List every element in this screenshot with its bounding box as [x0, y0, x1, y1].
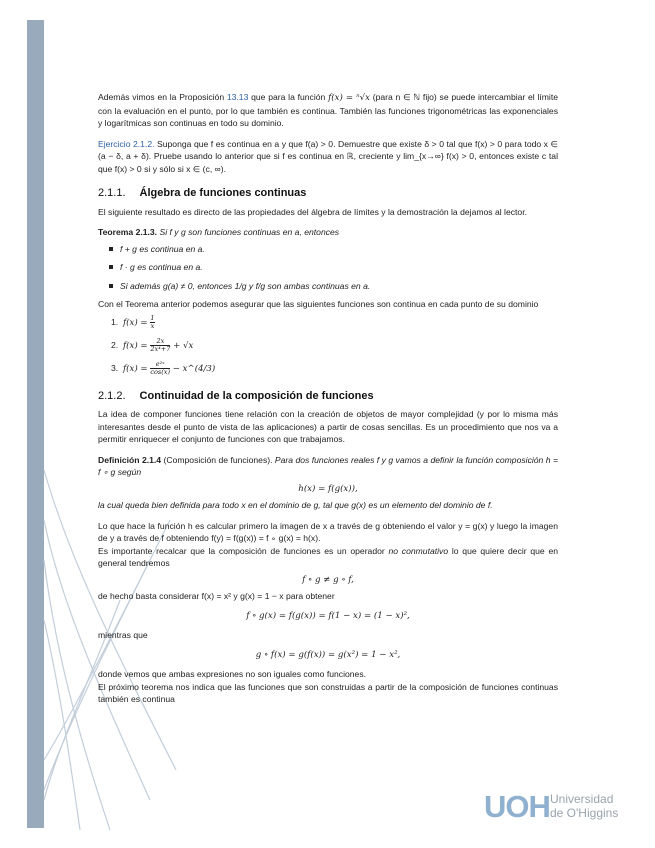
composition-paragraph-3: de hecho basta considerar f(x) = x² y g(x) = 1 − x para obtener: [98, 591, 335, 601]
page-content: [98, 91, 558, 706]
proposition-link[interactable]: 13.13: [226, 92, 249, 102]
logo-text: Universidad de O'Higgins: [550, 792, 619, 820]
definition-after: la cual queda bien definida para todo x en el dominio de g, tal que g(x) es un elemento del dominio de f.: [98, 500, 493, 510]
university-logo: [484, 790, 634, 824]
composition-paragraph-1: Lo que hace la función h es calcular primero la imagen de x a través de g obteniendo el valor y = g(x) y luego la imagen de y a través de f obteniendo f(y) = f(g(x)) = f ∘ g(x) = h(x).: [98, 520, 558, 543]
list-item: 2. f(x) = $\frac{2x}{\text{2x⁴+7}}$ + √x: [111, 336, 194, 353]
theorem-list: [98, 243, 558, 293]
composition-paragraph-5: donde vemos que ambas expresiones no son iguales como funciones.: [98, 669, 367, 679]
section-heading-algebra: 2.1.1. Álgebra de funciones continuas: [98, 187, 307, 199]
composition-paragraph-4: mientras que: [98, 630, 148, 640]
equation-fog: f ∘ g(x) = f(g(x)) = f(1 − x) = (1 − x)²,: [246, 610, 410, 621]
list-item: f · g es continua en a.: [120, 261, 558, 274]
composition-paragraph-2: Es importante recalcar que la composición de funciones es un operador no conmutativo lo que quiere decir que en general tendremos: [98, 545, 559, 568]
equation-gof: g ∘ f(x) = g(f(x)) = g(x²) = 1 − x²,: [255, 649, 401, 660]
list-item: f + g es continua en a.: [120, 243, 558, 256]
section2-paragraph: La idea de componer funciones tiene relación con la creación de objetos de mayor complejidad (y por lo misma más interesantes desde el punto de vista de las aplicaciones) a partir de cosas sencillas. Es un procedimiento que nos va a permitir enriquecer el conjunto de funciones con que trabajamos.: [98, 409, 558, 444]
exercise-label: Ejercicio 2.1.2.: [98, 138, 155, 149]
section-heading-composition: 2.1.2. Continuidad de la composición de funciones: [98, 389, 374, 402]
logo-mark: UOH: [484, 789, 550, 824]
examples-list: [98, 315, 558, 376]
theorem-statement: Teorema 2.1.3. Si f y g son funciones continuas en a, entonces: [98, 227, 340, 237]
list-item: Si además g(a) ≠ 0, entonces 1/g y f/g son ambas continuas en a.: [120, 280, 558, 293]
equation-h: h(x) = f(g(x)),: [298, 483, 358, 494]
intro-paragraph: Además vimos en la Proposición 13.13 que para la función f(x) = ⁿ√x (para n ∈ ℕ fijo) se puede intercambiar el límite con la evaluación en el punto, por lo que también es continua. También las funciones trigonométricas las exponenciales y logarítmicas son continuas en todo su dominio.: [98, 92, 558, 128]
section1-paragraph: El siguiente resultado es directo de las propiedades del álgebra de límites y la demostración la dejamos al lector.: [98, 206, 527, 217]
exercise-paragraph: Ejercicio 2.1.2. Suponga que f es continua en a y que f(a) > 0. Demuestre que existe δ > 0 tal que f(x) > 0 para todo x ∈ (a − δ, a + δ). Pruebe usando lo anterior que si f es continua en ℝ, creciente y lim_{x→∞} f(x) > 0, entonces existe c tal que f(x) > 0 si y sólo si x ∈ (c, ∞).: [98, 138, 558, 174]
after-theorem-paragraph: Con el Teorema anterior podemos asegurar que las siguientes funciones son continua en cada punto de su dominio: [98, 299, 539, 309]
list-item: 1. f(x) = $\frac{1}{x}$: [111, 313, 155, 330]
definition-statement: Definición 2.1.4 (Composición de funciones). Para dos funciones reales f y g vamos a definir la función composición h = f ∘ g según: [98, 454, 558, 477]
equation-noncommutative: f ∘ g ≠ g ∘ f,: [302, 574, 354, 585]
list-item: 3. f(x) = $\frac{\text{e²ˣ}}{\cos(x)}$ − x^(4/3): [111, 359, 216, 376]
composition-paragraph-6: El próximo teorema nos indica que las funciones que son construidas a partir de la composición de funciones continuas también es continua: [98, 681, 558, 704]
